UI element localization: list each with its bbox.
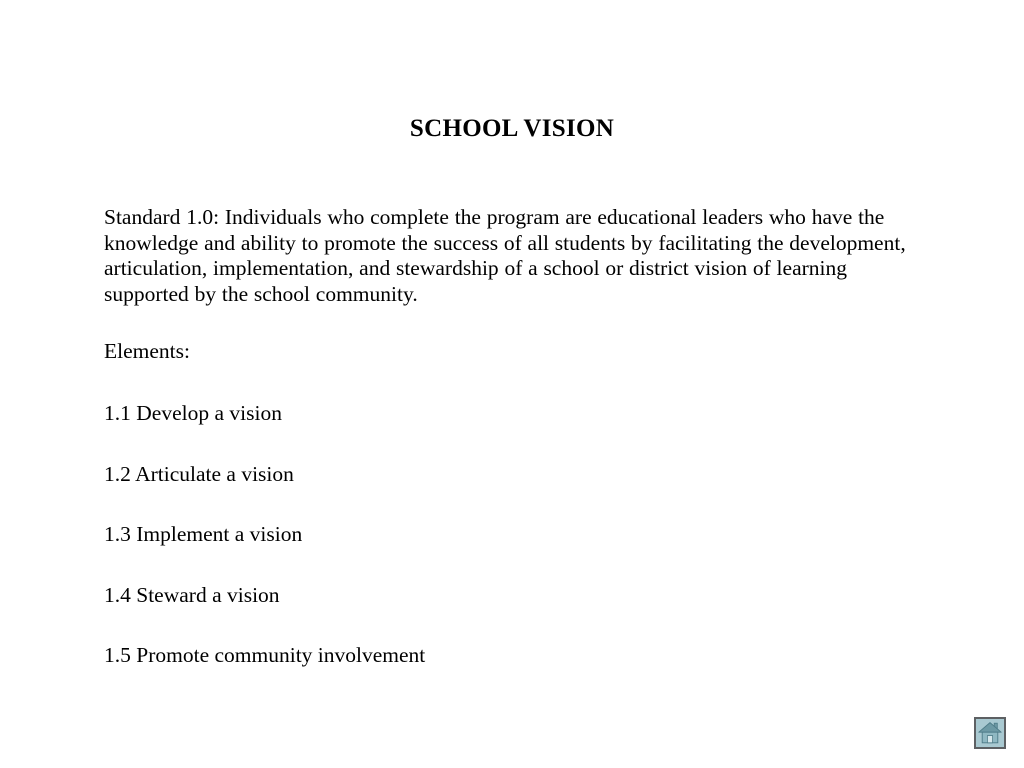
- elements-label: Elements:: [104, 339, 190, 363]
- standard-text-block: [104, 205, 916, 307]
- home-button[interactable]: [974, 717, 1006, 749]
- standard-paragraph: Standard 1.0: Individuals who complete the program are educational leaders who have the knowledge and ability to promote the success of all students by facilitating the development, articulation, implementation, and stewardship of a school or district vision of learning supported by the school community.: [104, 205, 906, 306]
- list-item: 1.3 Implement a vision: [104, 522, 303, 546]
- list-item: 1.2 Articulate a vision: [104, 461, 294, 486]
- list-item: 1.1 Develop a vision: [104, 401, 282, 425]
- list-item: 1.4 Steward a vision: [104, 582, 280, 607]
- element-list: [104, 401, 804, 704]
- list-item: 1.5 Promote community involvement: [104, 643, 426, 667]
- page-title: SCHOOL VISION: [409, 114, 615, 142]
- home-icon: [976, 719, 1004, 747]
